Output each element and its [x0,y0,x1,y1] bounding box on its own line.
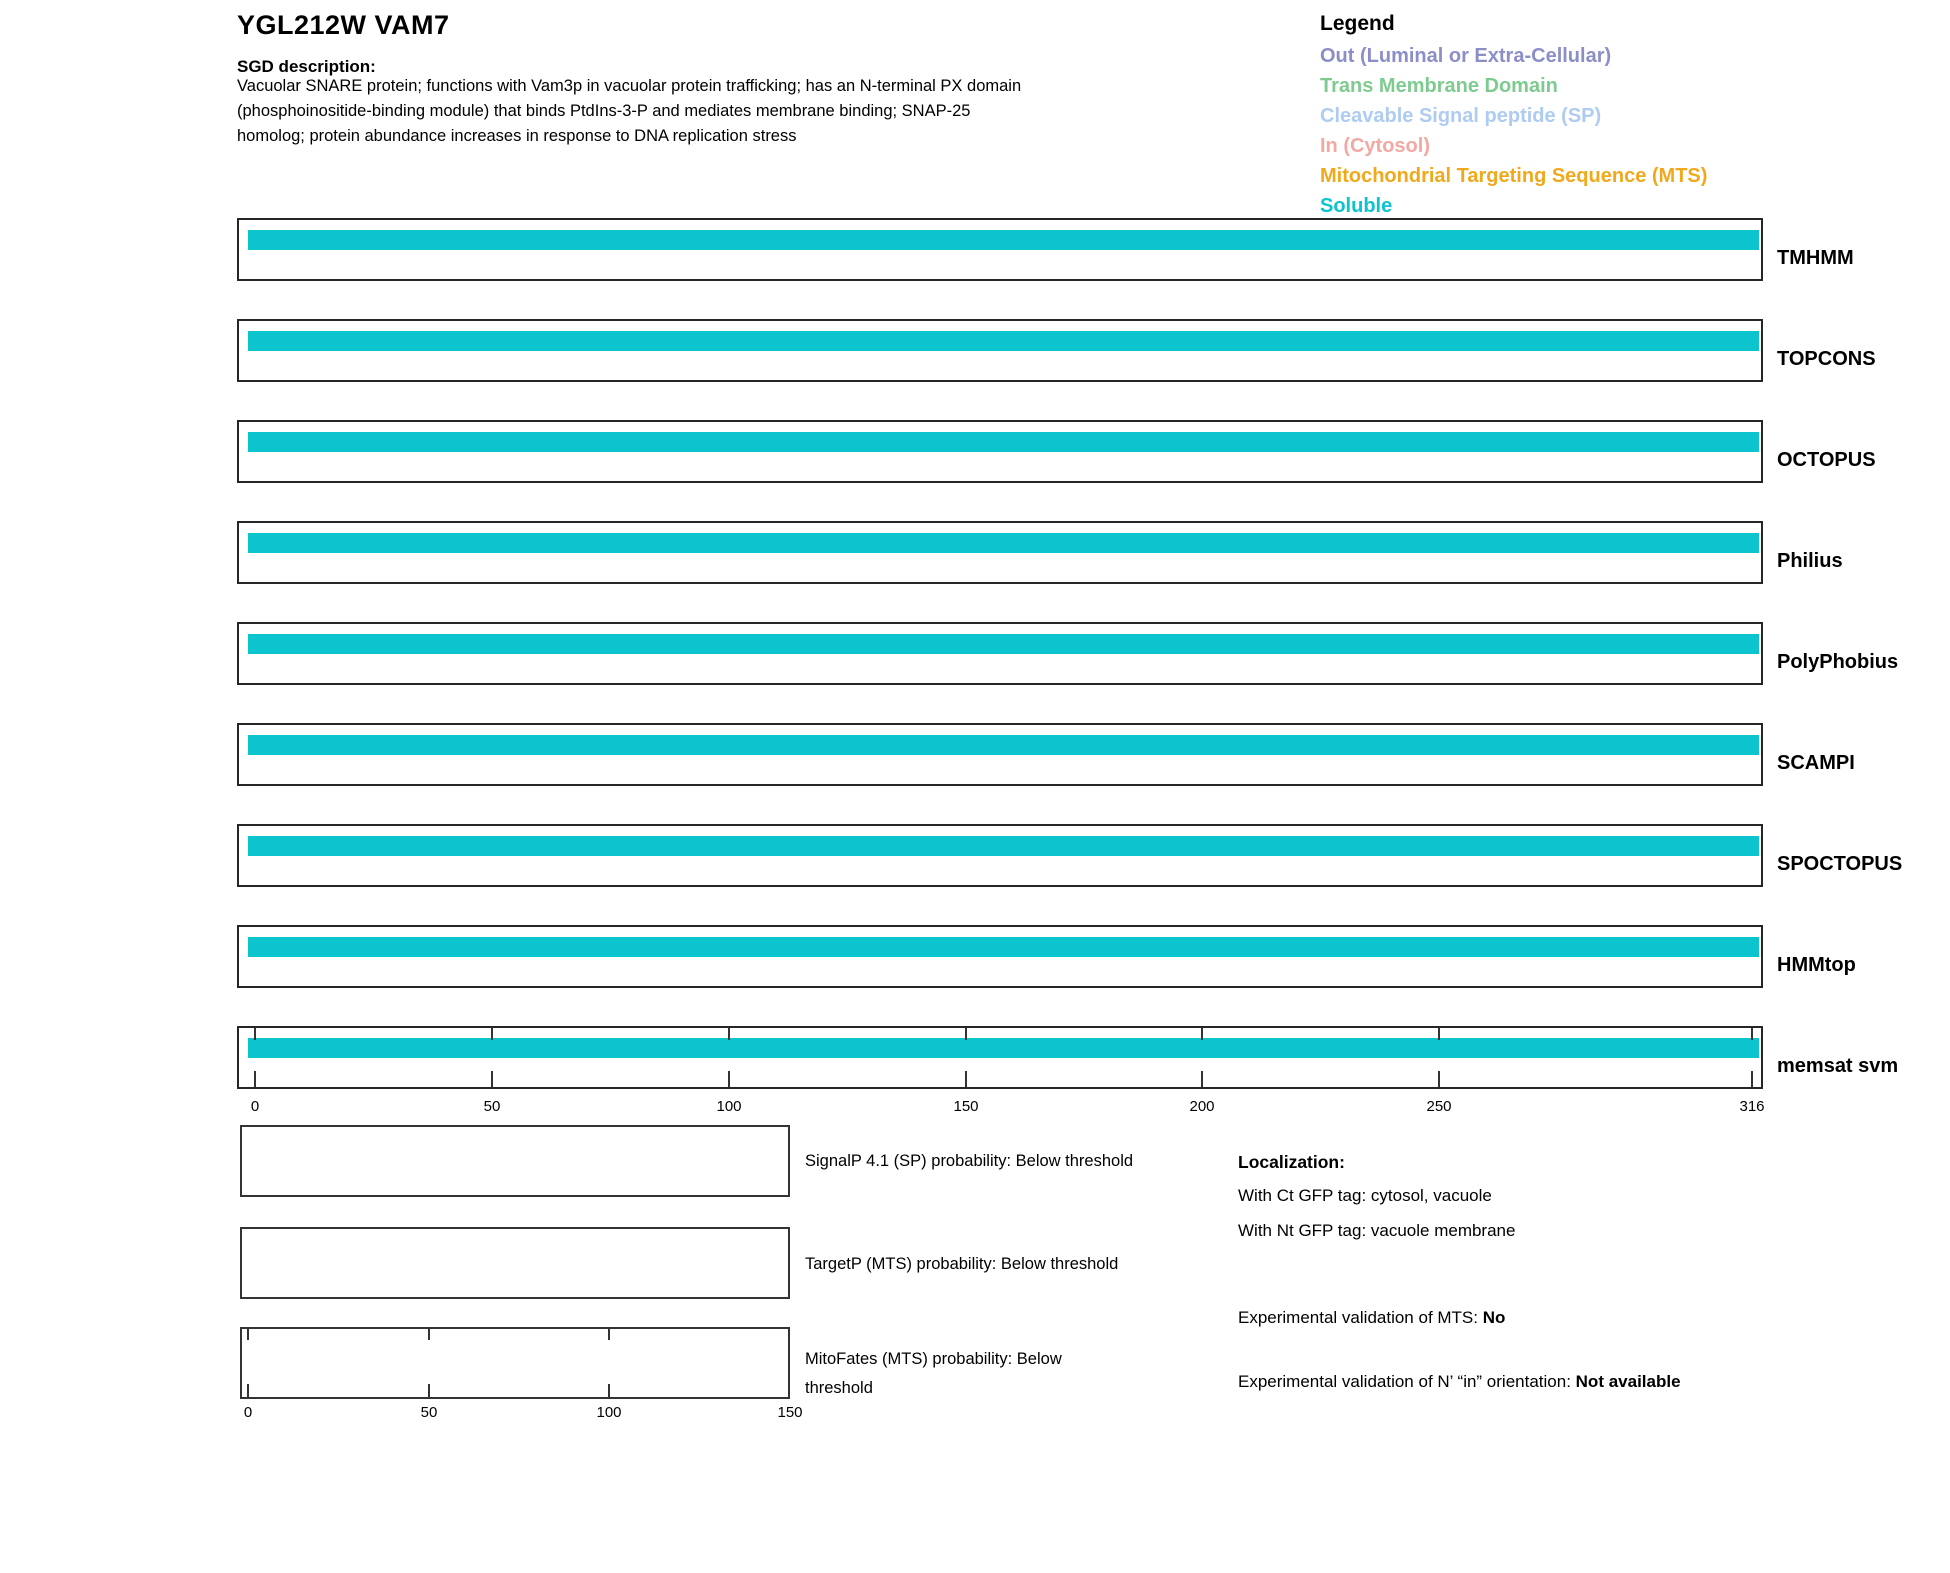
mitofates-axis-tick-label: 100 [596,1404,622,1421]
memsat-top-tick [965,1028,967,1040]
mitofates-caption-line1: MitoFates (MTS) probability: Below [805,1350,1062,1368]
x-axis-tick-label: 50 [483,1098,501,1115]
page-title: YGL212W VAM7 [237,10,450,40]
track-label-memsat-svm: memsat svm [1777,1055,1899,1077]
x-axis-tick-label: 250 [1426,1098,1452,1115]
legend-item-trans: Trans Membrane Domain [1320,75,1558,97]
track-label-octopus: OCTOPUS [1777,449,1876,471]
targetp-caption: TargetP (MTS) probability: Below threshold [805,1255,1119,1273]
sgd-description-line: Vacuolar SNARE protein; functions with Vam3p in vacuolar protein trafficking; has an N-terminal PX domain [237,77,1022,95]
memsat-bottom-tick [1751,1071,1753,1087]
mitofates-top-tick [428,1329,430,1340]
mts-validation-value: No [1482,1308,1506,1327]
mitofates-axis-tick-label: 0 [243,1404,253,1421]
orientation-validation-label: Experimental validation of N’ “in” orientation: [1238,1372,1576,1391]
track-label-tmhmm: TMHMM [1777,247,1854,269]
track-bar-hmmtop-soluble [248,937,1759,957]
orientation-validation-value: Not available [1575,1372,1681,1391]
plot-box-targetp-mts- [240,1227,790,1299]
plot-box-signalp-4-1-sp- [240,1125,790,1197]
mitofates-axis-tick-label: 150 [777,1404,803,1421]
track-bar-memsat-svm-soluble [248,1038,1759,1058]
sgd-description-heading: SGD description: [237,57,376,76]
mitofates-top-tick [608,1329,610,1340]
x-axis-tick-label: 150 [953,1098,979,1115]
track-label-spoctopus: SPOCTOPUS [1777,853,1903,875]
mts-validation-label: Experimental validation of MTS: [1238,1308,1483,1327]
memsat-top-tick [1201,1028,1203,1040]
plot-box-mitofates-mts- [240,1327,790,1399]
sgd-description-line: homolog; protein abundance increases in response to DNA replication stress [237,127,797,145]
track-label-topcons: TOPCONS [1777,348,1876,370]
track-bar-topcons-soluble [248,331,1759,351]
x-axis-tick-label: 316 [1739,1098,1765,1115]
track-label-philius: Philius [1777,550,1843,572]
mitofates-axis-tick-label: 50 [420,1404,438,1421]
mitofates-caption-line2: threshold [805,1379,873,1397]
orientation-validation [1238,1367,1686,1396]
track-bar-octopus-soluble [248,432,1759,452]
track-bar-tmhmm-soluble [248,230,1759,250]
localization-ct-gfp: With Ct GFP tag: cytosol, vacuole [1238,1186,1492,1205]
mts-validation [1238,1308,1505,1328]
memsat-bottom-tick [965,1071,967,1087]
legend-item-in: In (Cytosol) [1320,135,1430,157]
localization-nt-gfp: With Nt GFP tag: vacuole membrane [1238,1221,1516,1240]
signalp-caption: SignalP 4.1 (SP) probability: Below threshold [805,1152,1134,1170]
mitofates-bottom-tick [247,1384,249,1397]
memsat-bottom-tick [254,1071,256,1087]
memsat-top-tick [1751,1028,1753,1040]
track-bar-polyphobius-soluble [248,634,1759,654]
mitofates-top-tick [247,1329,249,1340]
track-bar-philius-soluble [248,533,1759,553]
localization-heading: Localization: [1238,1152,1345,1172]
track-label-polyphobius: PolyPhobius [1777,651,1899,673]
track-bar-spoctopus-soluble [248,836,1759,856]
legend-item-mitochondrial: Mitochondrial Targeting Sequence (MTS) [1320,165,1708,187]
memsat-top-tick [254,1028,256,1040]
mitofates-bottom-tick [608,1384,610,1397]
legend-title: Legend [1320,12,1395,35]
legend-item-out: Out (Luminal or Extra-Cellular) [1320,45,1612,67]
memsat-top-tick [491,1028,493,1040]
x-axis-tick-label: 0 [250,1098,260,1115]
memsat-top-tick [1438,1028,1440,1040]
memsat-bottom-tick [1438,1071,1440,1087]
x-axis-tick-label: 200 [1189,1098,1215,1115]
memsat-bottom-tick [491,1071,493,1087]
legend-item-cleavable: Cleavable Signal peptide (SP) [1320,105,1602,127]
legend-item-soluble: Soluble [1320,195,1393,217]
memsat-bottom-tick [1201,1071,1203,1087]
sgd-description-line: (phosphoinositide-binding module) that binds PtdIns-3-P and mediates membrane binding; SNAP-25 [237,102,971,120]
track-bar-scampi-soluble [248,735,1759,755]
track-label-hmmtop: HMMtop [1777,954,1856,976]
memsat-top-tick [728,1028,730,1040]
mitofates-bottom-tick [428,1384,430,1397]
memsat-bottom-tick [728,1071,730,1087]
x-axis-tick-label: 100 [716,1098,742,1115]
track-label-scampi: SCAMPI [1777,752,1855,774]
